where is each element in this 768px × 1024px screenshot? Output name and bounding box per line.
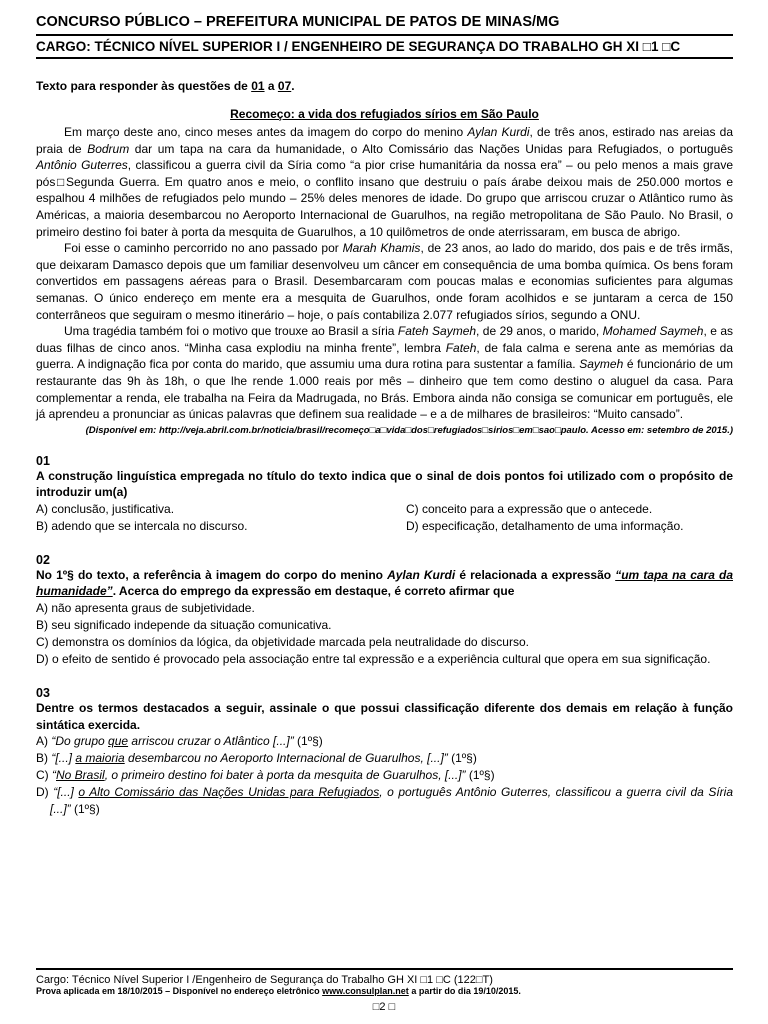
answer-options — [36, 501, 733, 535]
option-d[interactable]: D) “[...] o Alto Comissário das Nações Unidas para Refugiados, o português Antônio Guterres, classificou a guerra civil da Síria [...]” (1º§) — [36, 785, 734, 817]
text-title: Recomeço: a vida dos refugiados sírios em São Paulo — [230, 107, 539, 121]
question-03 — [36, 686, 733, 818]
question-stem: No 1º§ do texto, a referência à imagem do corpo do menino Aylan Kurdi é relacionada a expressão “um tapa na cara da humanidade”. Acerca do emprego da expressão em destaque, é correto afirmar que — [36, 567, 733, 599]
option-a[interactable]: A) “Do grupo que arriscou cruzar o Atlântico [...]” (1º§) — [36, 734, 323, 749]
exam-header-title: CONCURSO PÚBLICO – PREFEITURA MUNICIPAL DE PATOS DE MINAS/MG — [36, 14, 733, 36]
page-number: □2 □ — [372, 1001, 396, 1013]
option-a[interactable]: A) conclusão, justificativa. — [36, 501, 175, 516]
footer-position: Cargo: Técnico Nível Superior I /Engenheiro de Segurança do Trabalho GH XI □1 □C (122□T) — [36, 974, 493, 986]
option-d[interactable]: D) especificação, detalhamento de uma informação. — [406, 518, 684, 533]
intro-from: 01 — [251, 79, 265, 93]
text-paragraph-3: Uma tragédia também foi o motivo que trouxe ao Brasil a síria Fateh Saymeh, de 29 anos, o marido, Mohamed Saymeh, e as duas filhas de cinco anos. “Minha casa explodiu na minha frente”, lembra Fateh, de fala calma e serena ante as memórias da guerra. A indignação fica por conta do marido, que assumiu uma dura rotina para sustentar a família. Saymeh é funcionário de um restaurante das 9h às 18h, o que lhe rende 1.000 reais por mês – dinheiro que tem como destino o aluguel da casa. Para complementar a renda, ele trabalha na Feira da Madrugada, no Brás. Embora ainda não consiga se comunicar em português, ele já aprendeu a pronunciar as únicas palavras que definem sua realidade – e a de milhares de brasileiros: “Muito cansado”. — [36, 324, 734, 422]
page-footer — [36, 968, 733, 996]
option-c[interactable]: C) demonstra os domínios da lógica, da objetividade marcada pela neutralidade do discurso. — [36, 635, 529, 650]
option-c[interactable]: C) conceito para a expressão que o antecede. — [406, 501, 653, 516]
question-stem: Dentre os termos destacados a seguir, assinale o que possui classificação diferente dos demais em relação à função sintática exercida. — [36, 701, 733, 732]
option-b[interactable]: B) adendo que se intercala no discurso. — [36, 518, 248, 533]
text-paragraph-1: Em março deste ano, cinco meses antes da imagem do corpo do menino Aylan Kurdi, de três anos, estirado nas areias da praia de Bodrum dar um tapa na cara da humanidade, o Alto Comissário das Nações Unidas para Refugiados, o português Antônio Guterres, classificou a guerra civil da Síria como “a pior crise humanitária da nossa era” – ou pelo menos a mais grave pós□Segunda Guerra. Em quatro anos e meio, o conflito insano que destruiu o país árabe deixou mais de 250.000 mortos e espalhou 4 milhões de refugiados pelo mundo – 25% deles menores de idade. Do grupo que arriscou cruzar o Atlântico rumo às Américas, a maioria desembarcou no Aeroporto Internacional de Guarulhos, na região metropolitana de São Paulo. No Brasil, o primeiro destino foi bater à porta da mesquita de Guarulhos, a 10 quilômetros de onde aterrissaram, em busca de abrigo. — [36, 125, 734, 239]
intro-to: 07 — [277, 79, 292, 93]
question-01 — [36, 454, 733, 535]
text-paragraph-2: Foi esse o caminho percorrido no ano passado por Marah Khamis, de 23 anos, ao lado do marido, dos pais e de três irmãs, que deixaram Damasco depois que um familiar desenvolveu um câncer em consequência de uma bomba química. Os bens foram convertidos em passagens aéreas para o Brasil. Desembarcaram com poucas malas e economias suficientes para algumas semanas. O único endereço em mente era a mesquita de Guarulhos, onde foram acolhidos e se juntaram a cerca de 150 conterrâneos que seguiram o mesmo itinerário – hoje, o país contabiliza 2.077 refugiados sírios, segundo a ONU. — [36, 241, 733, 322]
option-b[interactable]: B) “[...] a maioria desembarcou no Aeroporto Internacional de Guarulhos, [...]” (1º§) — [36, 751, 477, 766]
question-number: 03 — [36, 686, 50, 701]
text-intro: Texto para responder às questões de 01 a 07. — [36, 79, 295, 93]
footer-website-link[interactable]: www.consulplan.net — [322, 986, 409, 996]
exam-header-position: CARGO: TÉCNICO NÍVEL SUPERIOR I / ENGENHEIRO DE SEGURANÇA DO TRABALHO GH XI □1 □C — [36, 36, 733, 59]
question-02 — [36, 553, 733, 668]
question-number: 01 — [36, 453, 50, 468]
option-d[interactable]: D) o efeito de sentido é provocado pela associação entre tal expressão e a experiência cultural que opera em sua significação. — [36, 652, 711, 667]
footer-availability: Prova aplicada em 18/10/2015 – Disponível no endereço eletrônico www.consulplan.net a partir do dia 19/10/2015. — [36, 986, 521, 996]
option-a[interactable]: A) não apresenta graus de subjetividade. — [36, 601, 255, 616]
exam-page — [36, 14, 733, 818]
question-stem: A construção linguística empregada no título do texto indica que o sinal de dois pontos foi utilizado com o propósito de introduzir um(a) — [36, 468, 733, 500]
option-c[interactable]: C) “No Brasil, o primeiro destino foi bater à porta da mesquita de Guarulhos, [...]” (1º§) — [36, 768, 495, 783]
question-number: 02 — [36, 552, 50, 567]
option-b[interactable]: B) seu significado independe da situação comunicativa. — [36, 618, 332, 633]
text-source: (Disponível em: http://veja.abril.com.br/noticia/brasil/recomeço□a□vida□dos□refugiados□sirios□em□sao□paulo. Acesso em: setembro de 2015.) — [85, 424, 733, 436]
